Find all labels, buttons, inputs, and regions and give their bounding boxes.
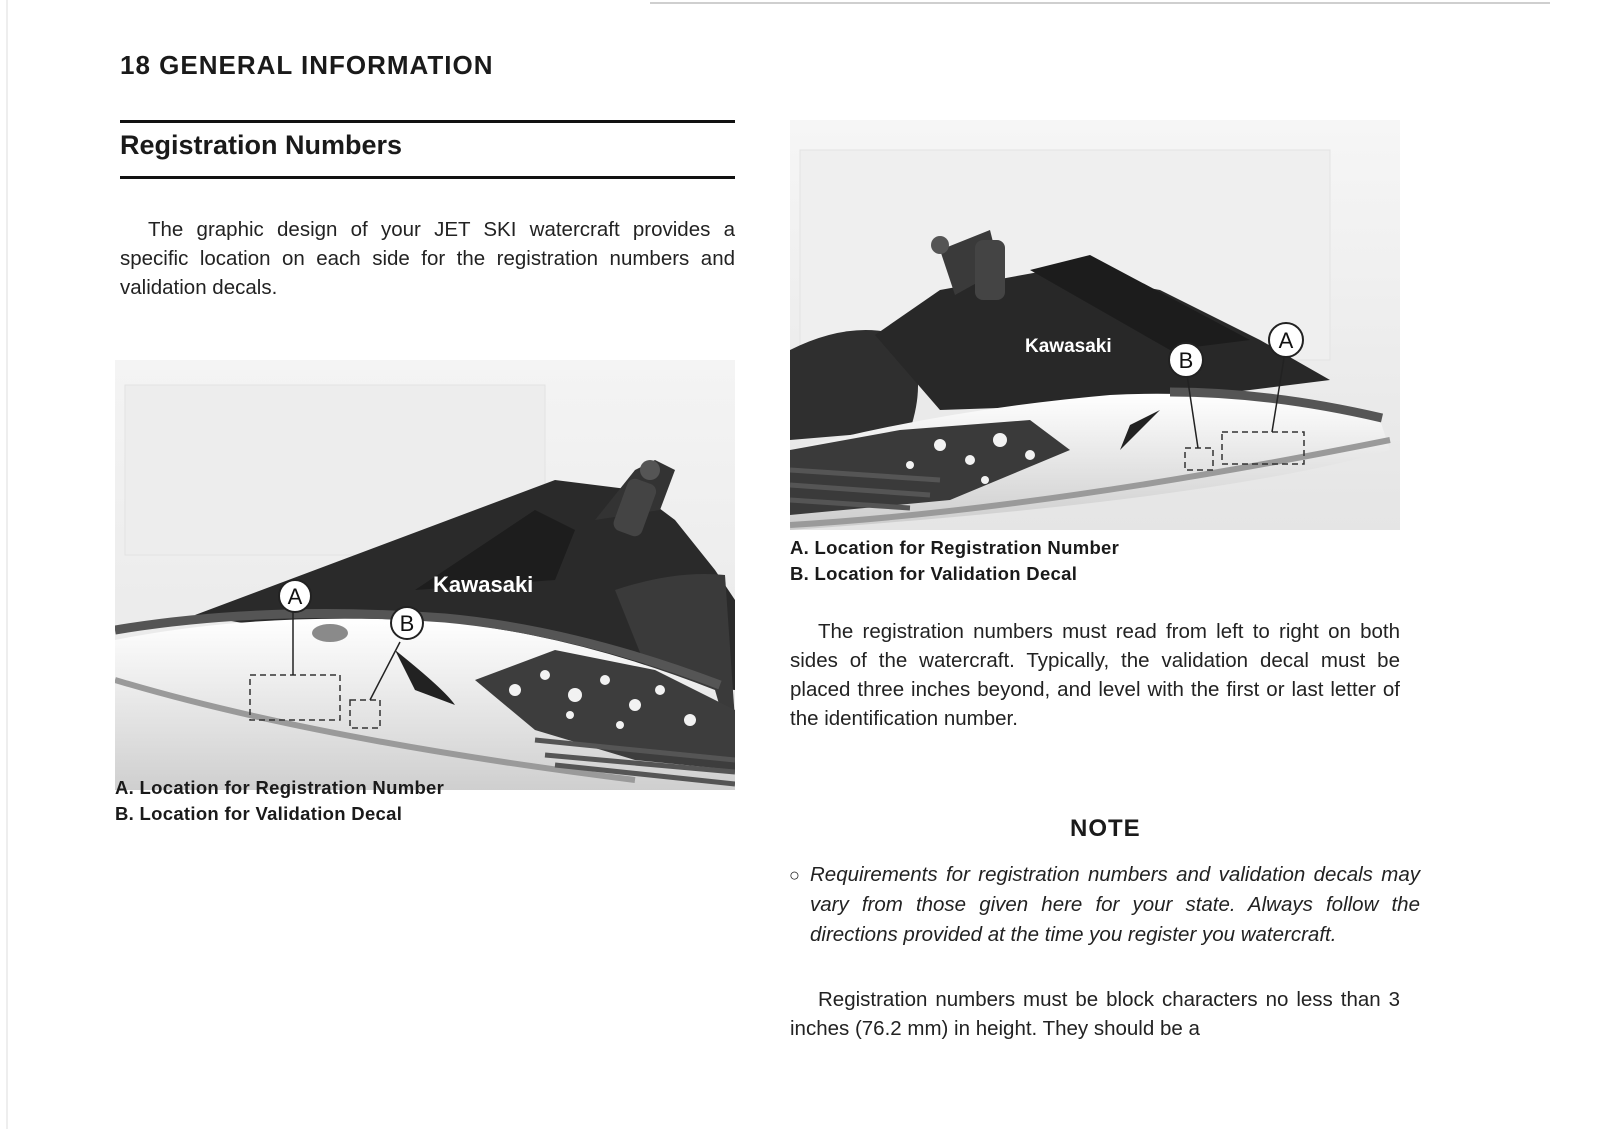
body-paragraph-1 bbox=[790, 617, 1400, 733]
intro-paragraph bbox=[120, 215, 735, 302]
page-header: 18 GENERAL INFORMATION bbox=[120, 50, 494, 80]
body-paragraph-1-text: The registration numbers must read from left to right on both sides of the watercraft. Typically, the validation decal must be placed three inches beyond, and level with the first or last letter of the identification number. bbox=[790, 620, 1400, 730]
left-caption-b: B. Location for Validation Decal bbox=[115, 803, 403, 824]
figure-left-caption bbox=[115, 775, 444, 827]
right-caption-a: A. Location for Registration Number bbox=[790, 537, 1120, 558]
right-brand-logo: Kawasaki bbox=[1025, 336, 1112, 357]
top-edge-rule bbox=[650, 2, 1550, 4]
jetski-right-illustration bbox=[790, 120, 1400, 530]
note-text: Requirements for registration numbers and validation decals may vary from those given here for your state. Always follow the directions provided at the time you register you watercraft. bbox=[810, 863, 1420, 946]
section-rule-bottom bbox=[120, 176, 735, 179]
right-callout-a: A bbox=[1278, 328, 1294, 353]
body-paragraph-2-text: Registration numbers must be block characters no less than 3 inches (76.2 mm) in height. They should be a bbox=[790, 988, 1400, 1040]
jetski-left-illustration bbox=[115, 360, 735, 790]
right-caption-b: B. Location for Validation Decal bbox=[790, 563, 1078, 584]
left-edge-shadow bbox=[6, 0, 8, 1129]
figure-right-caption bbox=[790, 535, 1119, 587]
body-paragraph-2 bbox=[790, 985, 1400, 1043]
left-callout-a: A bbox=[287, 584, 303, 609]
figure-right-photo bbox=[790, 120, 1400, 530]
section-title: Registration Numbers bbox=[120, 130, 403, 160]
intro-text: The graphic design of your JET SKI watercraft provides a specific location on each side for the registration numbers and validation decals. bbox=[120, 218, 735, 299]
note-heading: NOTE bbox=[1070, 815, 1141, 842]
figure-left-photo bbox=[115, 360, 735, 790]
left-caption-a: A. Location for Registration Number bbox=[115, 777, 445, 798]
right-callout-b: B bbox=[1178, 348, 1194, 373]
section-rule-top bbox=[120, 120, 735, 123]
note-bullet-icon: ○ bbox=[789, 865, 800, 885]
note-body bbox=[789, 860, 1420, 950]
left-callout-b: B bbox=[399, 611, 415, 636]
left-brand-logo: Kawasaki bbox=[433, 572, 534, 597]
